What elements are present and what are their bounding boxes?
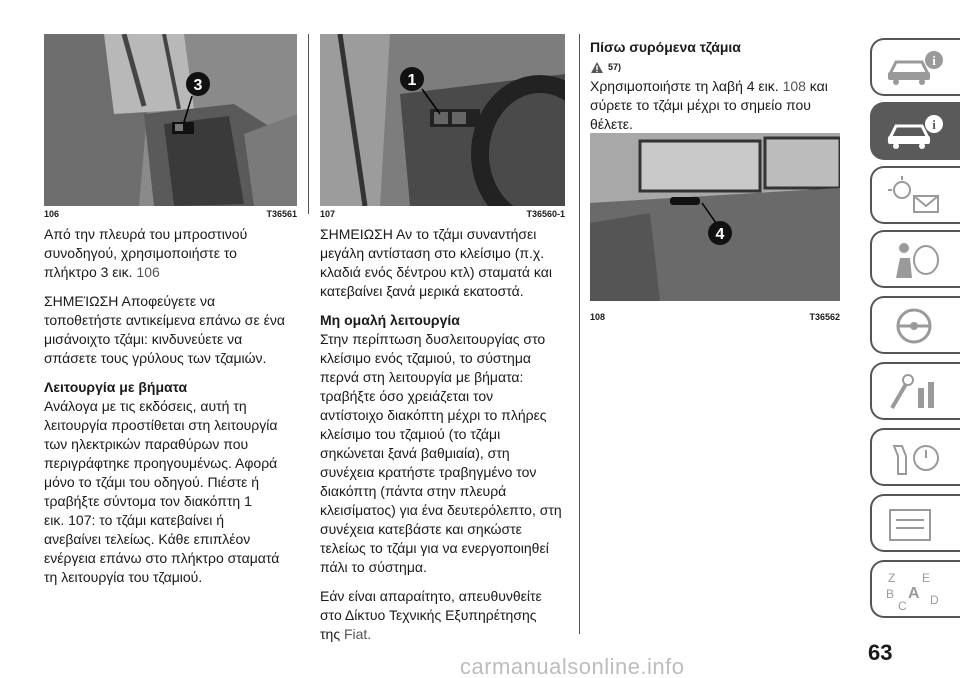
section-heading: Πίσω συρόμενα τζάμια <box>590 39 741 55</box>
tools-icon <box>882 370 946 414</box>
text-line: τοποθετήστε αντικείμενα επάνω σε ένα <box>44 312 285 328</box>
text-line: κατεβαίνει ξανά μερικά εκατοστά. <box>320 283 524 299</box>
figure-107 <box>320 34 565 206</box>
text-line: κλείσιμο του τζαμιού (το τζάμι <box>320 426 501 442</box>
chapter-tab[interactable] <box>870 166 960 224</box>
chapter-tab[interactable] <box>870 38 960 96</box>
column-3-text <box>590 38 845 134</box>
text-line: λειτουργία προστίθεται στη λειτουργία <box>44 417 278 433</box>
svg-text:E: E <box>922 571 931 585</box>
text-line: σηκώνεται ξανά βαθμιαία), στη <box>320 445 510 461</box>
text-line: ανεβαίνει τελείως. Κάθε επιπλέον <box>44 531 251 547</box>
text-line: ΣΗΜΕΙΩΣΗ Αν το τζάμι συναντήσει <box>320 226 537 242</box>
figure-reference[interactable]: 108 <box>782 78 806 94</box>
maintenance-icon <box>882 436 946 480</box>
watermark: carmanualsonline.info <box>460 654 685 678</box>
chapter-tab[interactable] <box>870 560 960 618</box>
column-divider <box>579 34 580 634</box>
column-divider <box>308 34 309 214</box>
text-line: πάλι το σύστημα. <box>320 559 427 575</box>
paragraph <box>44 397 304 587</box>
text-line: ΣΗΜΕΊΩΣΗ Αποφεύγετε να <box>44 293 216 309</box>
text-line: των ηλεκτρικών παραθύρων που <box>44 436 249 452</box>
text-line: τραβήξτε σύντομα τον διακόπτη 1 <box>44 493 252 509</box>
svg-text:D: D <box>930 593 939 607</box>
warning-note <box>590 57 845 77</box>
car-info-icon <box>882 110 946 154</box>
paragraph <box>44 292 304 368</box>
chapter-tab[interactable] <box>870 494 960 552</box>
text-line: μεγάλη αντίσταση στο κλείσιμο (π.χ. <box>320 245 545 261</box>
figure-caption: 107 T36560-1 <box>320 209 565 219</box>
steering-wheel-icon <box>882 304 946 348</box>
figure-reference[interactable]: Fiat. <box>343 626 372 642</box>
text-line: περιγράφτηκε προηγουμένως. Αφορά <box>44 455 278 471</box>
chapter-tab[interactable] <box>870 230 960 288</box>
text-line: συνοδηγού, χρησιμοποιήστε το <box>44 245 237 261</box>
text-line: μόνο το τζάμι του οδηγού. Πιέστε ή <box>44 474 260 490</box>
text-line: τραβήξτε όσο χρειάζεται τον <box>320 388 494 404</box>
text-line: της <box>320 626 344 642</box>
svg-text:B: B <box>886 587 895 601</box>
svg-text:Z: Z <box>888 571 896 585</box>
text-line: κλαδιά ενός δέντρου κτλ) σταματά και <box>320 264 552 280</box>
figure-callout: 3 <box>193 77 203 94</box>
figure-caption: 108 T36562 <box>590 312 840 322</box>
svg-text:i: i <box>932 53 936 68</box>
svg-text:i: i <box>932 117 936 132</box>
text-line: μισάνοιχτο τζάμι: κινδυνεύετε να <box>44 331 243 347</box>
paragraph <box>320 225 578 301</box>
text-line: συνέχεια κρατήστε τραβηγμένο τον <box>320 464 537 480</box>
chapter-tab[interactable] <box>870 296 960 354</box>
paragraph: Χρησιμοποιήστε τη λαβή 4 εικ. 108 και σύρετε το τζάμι μέχρι το σημείο που θέλετε. <box>590 78 828 132</box>
figure-reference[interactable]: 106 <box>136 264 160 280</box>
text-line: Από την πλευρά του μπροστινού <box>44 226 248 242</box>
section-heading: Μη ομαλή λειτουργία <box>320 312 460 328</box>
text-line: πλήκτρο 3 εικ. <box>44 264 137 280</box>
text-line: αντίστοιχο διακόπτη μέχρι το πλήρες <box>320 407 547 423</box>
text-line: διακόπτη (πάντα στην πλευρά <box>320 483 507 499</box>
warning-lights-icon <box>882 174 946 218</box>
warning-ref: 57) <box>608 61 622 72</box>
figure-108 <box>590 133 840 301</box>
chapter-tab[interactable] <box>870 102 960 160</box>
paragraph <box>320 330 578 577</box>
text-line: κλεισίματος) για ένα δευτερόλεπτο, στη <box>320 502 562 518</box>
chapter-tab[interactable] <box>870 428 960 486</box>
svg-text:C: C <box>898 599 907 612</box>
section-heading: Λειτουργία με βήματα <box>44 379 188 395</box>
figure-callout: 1 <box>407 72 417 89</box>
text-line: συνέχεια κατεβάστε και σηκώστε <box>320 521 522 537</box>
car-info-icon <box>882 46 946 90</box>
paragraph <box>44 225 304 282</box>
text-line: ενέργεια επάνω στο πλήκτρο σταματά <box>44 550 280 566</box>
index-icon <box>882 568 946 612</box>
figure-106 <box>44 34 297 206</box>
svg-text:A: A <box>908 585 920 602</box>
page-number: 63 <box>868 640 893 665</box>
paragraph <box>320 587 578 644</box>
chapter-tab[interactable] <box>870 362 960 420</box>
text-line: Ανάλογα με τις εκδόσεις, αυτή τη <box>44 398 247 414</box>
column-1-text <box>44 225 304 587</box>
text-line: Εάν είναι απαραίτητο, απευθυνθείτε <box>320 588 542 604</box>
text-line: τελείως το τζάμι για να ενεργοποιηθεί <box>320 540 549 556</box>
airbag-icon <box>882 238 946 282</box>
text-line: στο Δίκτυο Τεχνικής Εξυπηρέτησης <box>320 607 537 623</box>
text-line: κλείσιμο ενός τζαμιού, το σύστημα <box>320 350 531 366</box>
text-line: τη λειτουργία του τζαμιού. <box>44 569 203 585</box>
column-2-text <box>320 225 578 644</box>
text-line: περνά στη λειτουργία με βήματα: <box>320 369 524 385</box>
text-line: εικ. 107: το τζάμι κατεβαίνει ή <box>44 512 224 528</box>
text-line: Στην περίπτωση δυσλειτουργίας στο <box>320 331 546 347</box>
text-line: σπάσετε τους γρύλους των τζαμιών. <box>44 350 267 366</box>
warning-triangle-icon <box>590 61 604 74</box>
specs-icon <box>882 502 946 546</box>
figure-caption: 106 T36561 <box>44 209 297 219</box>
figure-callout: 4 <box>715 226 725 243</box>
